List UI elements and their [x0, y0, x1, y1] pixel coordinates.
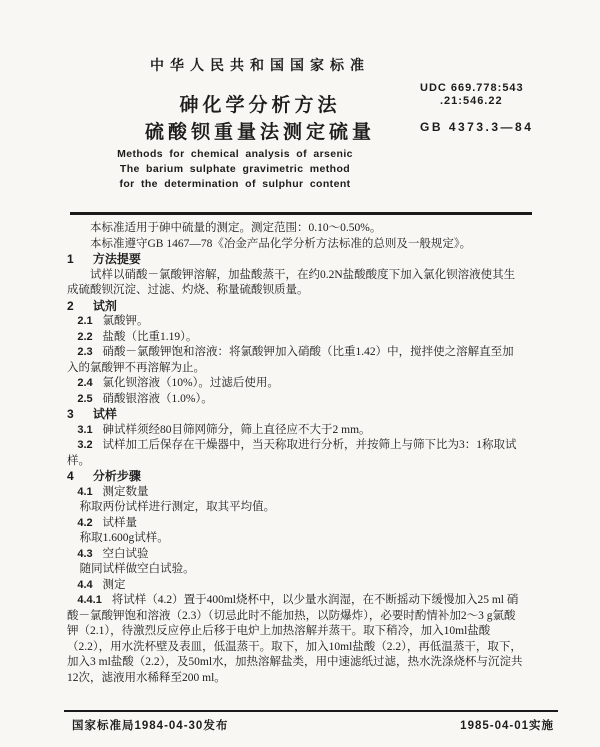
clause-3-1-number: 3.1: [77, 423, 93, 436]
english-title-line3: for the determination of sulphur content: [119, 178, 351, 190]
clause-4-2-number: 4.2: [77, 516, 93, 529]
clause-2-2: [67, 330, 523, 346]
clause-2-4-text: 氯化钡溶液（10%）。过滤后使用。: [102, 377, 279, 389]
clause-4-1-body: 称取两份试样进行测定，取其平均值。: [79, 501, 276, 513]
document-title-line1: 砷化学分析方法: [179, 95, 341, 116]
section-4-title: 分析步骤: [92, 469, 141, 483]
header-divider-rule: [70, 212, 532, 215]
clause-2-5-number: 2.5: [77, 392, 93, 405]
clause-4-4-1-number: 4.4.1: [77, 594, 102, 606]
clause-2-4-number: 2.4: [77, 377, 93, 389]
national-standard-label: 中华人民共和国国家标准: [150, 57, 370, 73]
clause-4-1-title: 测定数量: [102, 485, 149, 498]
clause-3-2-number: 3.2: [77, 439, 93, 451]
section-2-title: 试剂: [92, 298, 117, 313]
clause-4-4-1-paragraph: [67, 593, 523, 686]
section-4-heading: [67, 469, 523, 485]
section-3-number: 3: [67, 407, 74, 421]
section-1-title: 方法提要: [92, 252, 141, 266]
clause-3-2: [67, 438, 523, 469]
clause-2-1-text: 氯酸钾。: [102, 315, 149, 327]
clause-4-4-1-text: 将试样（4.2）置于400ml烧杯中，以少量水润湿，在不断摇动下缓慢加入25 ml 硝酸－氯酸钾饱和溶液（2.3）（切忌此时不能加热，以防爆炸），必要时酌情补加2～3 g氯酸钾（2.1），待激烈反应停止后移于电炉上加热溶解并蒸干。取下稍冷，加入10ml盐酸（2.2），用水洗杯壁及表皿，低温蒸干。取下，加入10ml盐酸（2.2），再低温蒸干，取下，加入3 ml盐酸（2.2），及50ml水，加热溶解盐类，用中速滤纸过滤，热水洗涤烧杯与沉淀共12次，滤液用水稀释至200 ml。: [67, 594, 523, 684]
clause-4-4-heading: [67, 578, 523, 594]
clause-4-3-number: 4.3: [77, 547, 93, 560]
udc-line1: UDC 669.778:543: [420, 82, 524, 94]
clause-2-5: [67, 392, 523, 408]
english-title-line2: The barium sulphate gravimetric method: [119, 163, 351, 175]
clause-2-2-text: 盐酸（比重1.19）。: [102, 330, 198, 343]
clause-4-2-title: 试样量: [102, 516, 138, 529]
section-4-number: 4: [67, 469, 74, 483]
clause-4-3-title: 空白试验: [102, 547, 149, 560]
document-title-line2: 硫酸钡重量法测定硫量: [144, 122, 375, 143]
udc-line2: .21:546.22: [440, 95, 503, 107]
english-title-line1: Methods for chemical analysis of arsenic: [117, 148, 353, 160]
clause-3-2-text: 试样加工后保存在干燥器中，当天称取进行分析，并按筛上与筛下比为3：1称取试样。: [67, 439, 517, 467]
document-body: [67, 221, 523, 686]
clause-2-1: [67, 314, 523, 330]
clause-4-4-title: 测定: [102, 578, 126, 591]
clause-2-1-number: 2.1: [77, 315, 93, 327]
standard-code: GB 4373.3—84: [420, 120, 534, 134]
section-3-heading: [67, 407, 523, 423]
english-title-block: [70, 147, 400, 192]
section-1-paragraph: 试样以硝酸－氯酸钾溶解，加盐酸蒸干，在约0.2N盐酸酸度下加入氯化钡溶液使其生成硫酸钡沉淀、过滤、灼烧、称量硫酸钡质量。: [67, 268, 516, 296]
clause-2-5-text: 硝酸银溶液（1.0%）。: [102, 392, 213, 405]
section-1-number: 1: [67, 252, 74, 266]
section-2-number: 2: [67, 298, 74, 313]
clause-3-1-text: 砷试样须经80目筛网筛分，筛上直径应不大于2 mm。: [102, 423, 371, 436]
clause-4-1-number: 4.1: [77, 485, 93, 498]
clause-4-2-heading: [67, 516, 523, 532]
footer: [72, 717, 554, 733]
clause-4-3-heading: [67, 547, 523, 563]
scope-statement: 本标准适用于砷中硫量的测定。测定范围：0.10～0.50%。: [90, 222, 382, 234]
footer-issued-date: 国家标准局1984-04-30发布: [72, 720, 229, 732]
section-1-heading: [67, 252, 523, 268]
section-3-title: 试样: [92, 407, 117, 421]
clause-2-3-number: 2.3: [77, 346, 93, 358]
clause-4-2-body: 称取1.600g试样。: [79, 532, 169, 544]
section-2-heading: [67, 299, 523, 315]
clause-4-1-heading: [67, 485, 523, 501]
compliance-statement: 本标准遵守GB 1467—78《冶金产品化学分析方法标准的总则及一般规定》。: [90, 237, 472, 250]
footer-effective-date: 1985-04-01实施: [460, 720, 554, 732]
footer-divider-rule: [64, 710, 558, 712]
clause-4-4-number: 4.4: [77, 578, 93, 591]
clause-3-1: [67, 423, 523, 439]
clause-2-3: [67, 345, 523, 376]
clause-2-2-number: 2.2: [77, 330, 93, 343]
clause-2-3-text: 硝酸－氯酸钾饱和溶液：将氯酸钾加入硝酸（比重1.42）中，搅拌使之溶解直至加入的氯酸钾不再溶解为止。: [67, 346, 514, 374]
clause-2-4: [67, 376, 523, 392]
clause-4-3-body: 随同试样做空白试验。: [79, 563, 195, 575]
